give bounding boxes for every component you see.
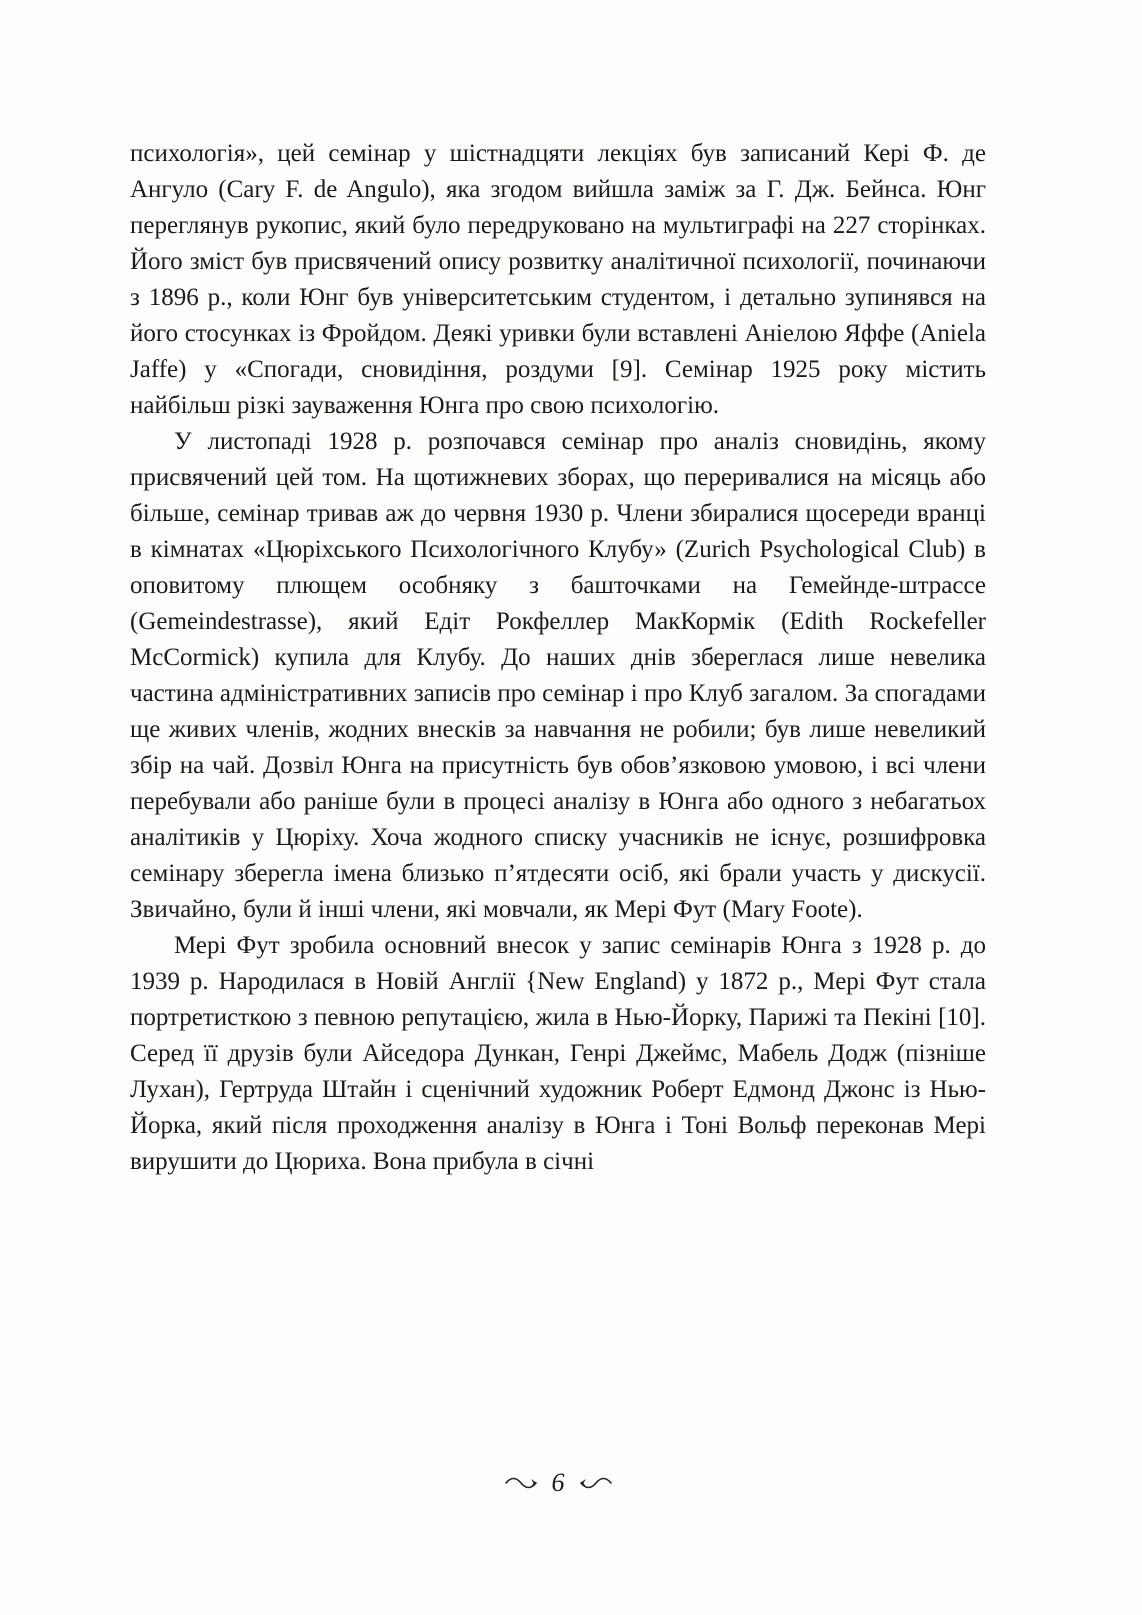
page-number: 6 bbox=[551, 1468, 565, 1497]
paragraph: Мері Фут зробила основний внесок у запис семінарів Юнга з 1928 р. до 1939 р. Народилася в Новій Англії {New England) у 1872 р., Мері Фут стала портретисткою з певною репутацією, жила в Нью-Йорку, Парижі та Пекіні [10]. Серед її друзів були Айседора Дункан, Генрі Джеймс, Мабель Додж (пізніше Лухан), Гертруда Штайн і сценічний художник Роберт Едмонд Джонс із Нью-Йорка, який після проходження аналізу в Юнга і Тоні Вольф переконав Мері вирушити до Цюриха. Вона прибула в січні bbox=[130, 932, 986, 1175]
paragraph: психологія», цей семінар у шістнадцяти лекціях був записаний Кері Ф. де Ангуло (Cary F. de Angulo), яка згодом вийшла заміж за Г. Дж. Бейнса. Юнг переглянув рукопис, який було передруковано на мультиграфі на 227 сторінках. Його зміст був присвячений опису розвитку аналітичної психології, починаючи з 1896 р., коли Юнг був університетським студентом, і детально зупинявся на його стосунках із Фройдом. Деякі уривки були вставлені Аніелою Яффе (Aniela Jaffe) у «Спогади, сновидіння, роздуми [9]. Семінар 1925 року містить найбільш різкі зауваження Юнга про свою психологію. bbox=[130, 140, 986, 419]
paragraph: У листопаді 1928 р. розпочався семінар про аналіз сновидінь, якому присвячений цей том. На щотижневих зборах, що переривалися на місяць або більше, семінар тривав аж до червня 1930 р. Члени збиралися щосереди вранці в кімнатах «Цюріхського Психологічного Клубу» (Zurich Psychological Club) в оповитому плющем особняку з башточками на Гемейнде-штрассе (Gemeindestrasse), який Едіт Рокфеллер МакКормік (Edith Rockefeller McCormick) купила для Клубу. До наших днів збереглася лише невелика частина адміністративних записів про семінар і про Клуб загалом. За спогадами ще живих членів, жодних внесків за навчання не робили; був лише невеликий збір на чай. Дозвіл Юнга на присутність був обов’язковою умовою, і всі члени перебували або раніше були в процесі аналізу в Юнга або одного з небагатьох аналітиків у Цюріху. Хоча жодного списку учасників не існує, розшифровка семінару зберегла імена близько п’ятдесяти осіб, які брали участь у дискусії. Звичайно, були й інші члени, які мовчали, як Мері Фут (Mary Foote). bbox=[130, 428, 986, 923]
footer-flourish-right-icon bbox=[577, 1476, 613, 1490]
footer-flourish-left-icon bbox=[504, 1476, 540, 1490]
page-text bbox=[130, 136, 986, 1180]
page-footer bbox=[130, 1470, 986, 1496]
